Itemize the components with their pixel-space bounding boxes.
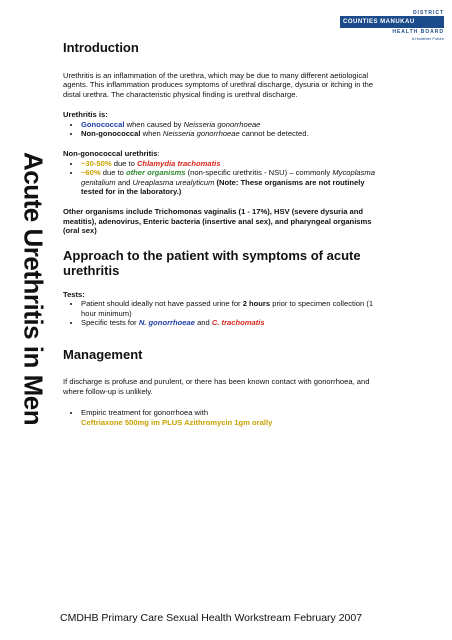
intro-paragraph: Urethritis is an inflammation of the urethra, which may be due to many different aetiological agents. This inflammation produces symptoms of urethral discharge, dysuria or itching in the distal urethra. The characteristic physical finding is urethral discharge.	[63, 71, 374, 99]
list-item: • ~60% due to other organisms (non-specific urethritis - NSU) – commonly Mycoplasma genitalium and Ureaplasma urealyticum (Note: These organisms are not routinely tested for in the laboratory.)	[81, 168, 388, 196]
list-item: • Non-gonococcal when Neisseria gonorrhoeae cannot be detected.	[81, 129, 388, 138]
list-item: • ~30-50% due to Chlamydia trachomatis	[81, 159, 388, 168]
management-list	[63, 408, 388, 427]
list-item: • Patient should ideally not have passed urine for 2 hours prior to specimen collection (1 hour minimum)	[81, 299, 388, 318]
ngu-list	[63, 159, 388, 197]
urethritis-is-label: Urethritis is:	[63, 110, 108, 120]
logo-district: DISTRICT	[412, 10, 444, 16]
health-board-logo	[340, 10, 444, 41]
ngu-label: Non-gonococcal urethritis:	[63, 149, 160, 159]
list-item: • Gonococcal when caused by Neisseria gonorrhoeae	[81, 120, 388, 129]
list-item: • Empiric treatment for gonorrhoea with Ceftriaxone 500mg im PLUS Azithromycin 1gm orally	[81, 408, 388, 427]
tests-list	[63, 299, 388, 327]
management-paragraph: If discharge is profuse and purulent, or there has been known contact with gonorrhoea, and where follow-up is unlikely.	[63, 377, 370, 396]
page-footer: CMDHB Primary Care Sexual Health Workstream February 2007	[60, 612, 363, 624]
tests-label: Tests:	[63, 289, 85, 299]
approach-heading: Approach to the patient with symptoms of acute urethritis	[63, 247, 361, 278]
list-item: • Specific tests for N. gonorrhoeae and C. trachomatis	[81, 318, 388, 327]
logo-tagline: A Healthier Future	[411, 36, 444, 41]
document-body	[63, 40, 388, 427]
logo-health-board: HEALTH BOARD	[392, 29, 444, 35]
other-organisms: Other organisms include Trichomonas vaginalis (1 - 17%), HSV (severe dysuria and meatitis), adenovirus, Enteric bacteria (insertive anal sex), and pharyngeal organisms (oral sex)	[63, 207, 372, 236]
urethritis-types-list	[63, 120, 388, 139]
intro-heading: Introduction	[63, 40, 139, 55]
vertical-title: Acute Urethritis in Men	[18, 152, 49, 426]
logo-brand: COUNTIES MANUKAU	[340, 16, 444, 28]
management-heading: Management	[63, 347, 143, 363]
